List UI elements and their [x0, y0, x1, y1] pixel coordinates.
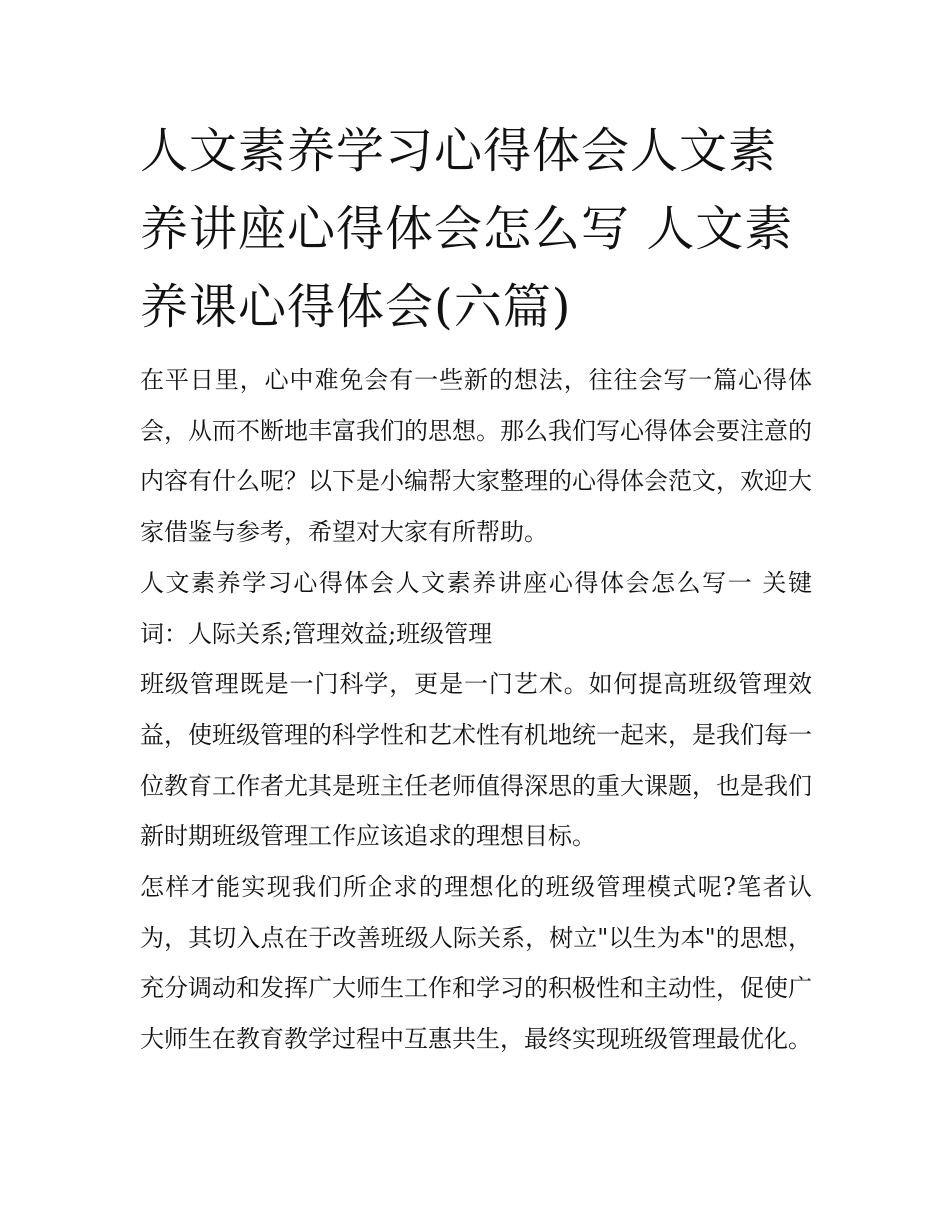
- document-title: 人文素养学习心得体会人文素养讲座心得体会怎么写 人文素养课心得体会(六篇): [140, 123, 794, 335]
- section-heading-keywords: 人文素养学习心得体会人文素养讲座心得体会怎么写一 关键词：人际关系;管理效益;班级管理: [140, 568, 812, 648]
- intro-paragraph: 在平日里，心中难免会有一些新的想法，往往会写一篇心得体会，从而不断地丰富我们的思想。那么我们写心得体会要注意的内容有什么呢？以下是小编帮大家整理的心得体会范文，欢迎大家借鉴与参考，希望对大家有所帮助。: [140, 366, 812, 547]
- title-spacer: [140, 346, 812, 355]
- body-paragraph-class-management: 班级管理既是一门科学，更是一门艺术。如何提高班级管理效益，使班级管理的科学性和艺术性有机地统一起来，是我们每一位教育工作者尤其是班主任老师值得深思的重大课题，也是我们新时期班级管理工作应该追求的理想目标。: [140, 670, 812, 851]
- document-page: [140, 112, 812, 1065]
- body-paragraph-ideal-model: 怎样才能实现我们所企求的理想化的班级管理模式呢?笔者认为，其切入点在于改善班级人际关系，树立"以生为本"的思想，充分调动和发挥广大师生工作和学习的积极性和主动性，促使广大师生在教育教学过程中互惠共生，最终实现班级管理最优化。: [140, 873, 812, 1054]
